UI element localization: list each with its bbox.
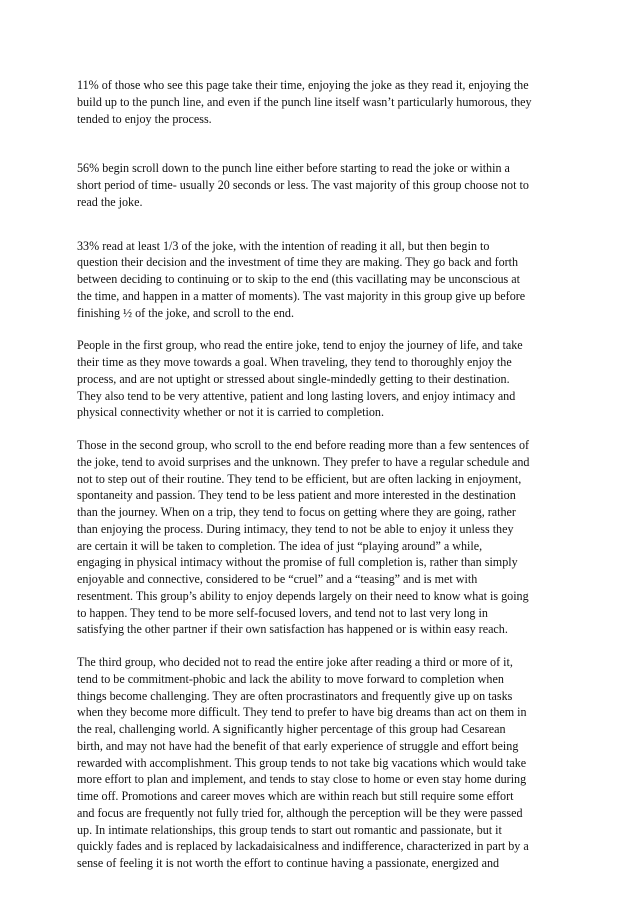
text-line: not to step out of their routine. They tend to be efficient, but are often lacking in enjoyment,	[77, 471, 522, 486]
text-line: things become challenging. They are often procrastinators and frequently give up on tasks	[77, 688, 513, 703]
text-line: spontaneity and passion. They tend to be less patient and more interested in the destination	[77, 488, 516, 503]
text-line: more effort to plan and implement, and tends to stay close to home or even stay home during	[77, 772, 527, 787]
paragraph-spacer	[77, 638, 567, 654]
text-line: They also tend to be very attentive, patient and long lasting lovers, and enjoy intimacy and	[77, 388, 516, 403]
text-line: sense of feeling it is not worth the effort to continue having a passionate, energized and	[77, 856, 500, 870]
paragraph-third-group-description	[77, 654, 567, 872]
text-line: than the journey. When on a trip, they tend to focus on getting where they are going, rather	[77, 505, 516, 519]
text-line: the real, challenging world. A significantly higher percentage of this group had Cesarean	[77, 722, 506, 736]
paragraph-spacer	[77, 421, 567, 437]
text-line: between deciding to continuing or to skip to the end (this vacillating may be unconscious at	[77, 272, 521, 286]
text-line: build up to the punch line, and even if the punch line itself wasn’t particularly humorous, they	[77, 94, 532, 109]
paragraph-spacer	[77, 127, 567, 160]
text-line: than enjoying the process. During intimacy, they tend to not be able to enjoy it unless they	[77, 521, 514, 536]
text-line: read the joke.	[77, 194, 143, 209]
text-line: finishing ½ of the joke, and scroll to the end.	[77, 305, 294, 320]
text-line: People in the first group, who read the entire joke, tend to enjoy the journey of life, and take	[77, 338, 523, 353]
text-line: Those in the second group, who scroll to the end before reading more than a few sentences of	[77, 438, 530, 452]
text-line: the joke, tend to avoid surprises and the unknown. They prefer to have a regular schedule and	[77, 454, 530, 469]
text-line: quickly fades and is replaced by lackadaisicalness and indifference, characterized in part by a	[77, 839, 529, 854]
text-line: satisfying the other partner if their own satisfaction has happened or is within easy reach.	[77, 622, 508, 637]
text-line: physical connectivity whether or not it is carried to completion.	[77, 405, 384, 420]
text-line: tended to enjoy the process.	[77, 111, 212, 126]
text-line: 33% read at least 1/3 of the joke, with the intention of reading it all, but then begin to	[77, 238, 490, 253]
paragraph-spacer	[77, 321, 567, 337]
text-line: up. In intimate relationships, this group tends to start out romantic and passionate, but it	[77, 822, 502, 837]
text-line: to happen. They tend to be more self-focused lovers, and tend not to last very long in	[77, 605, 488, 620]
text-line: The third group, who decided not to read the entire joke after reading a third or more of it,	[77, 655, 513, 669]
text-line: engaging in physical intimacy without the promise of full completion is, rather than simply	[77, 555, 518, 570]
text-line: their time as they move towards a goal. When traveling, they tend to thoroughly enjoy the	[77, 355, 512, 369]
text-line: short period of time- usually 20 seconds or less. The vast majority of this group choose not to	[77, 178, 529, 192]
paragraph-first-group-description	[77, 337, 567, 421]
text-line: time off. Promotions and career moves which are within reach but still require some effort	[77, 789, 514, 803]
paragraph-second-group-description	[77, 437, 567, 638]
text-line: and focus are frequently not fully tried for, although the perception will be they were passed	[77, 805, 523, 820]
text-line: enjoyable and connective, considered to be “cruel” and a “teasing” and is met with	[77, 572, 478, 586]
text-line: resentment. This group’s ability to enjoy depends largely on their need to know what is going	[77, 588, 529, 603]
paragraph-spacer	[77, 211, 567, 238]
text-line: question their decision and the investment of time they are making. They go back and forth	[77, 255, 519, 270]
text-line: when they become more difficult. They tend to prefer to have big dreams than act on them in	[77, 705, 527, 720]
text-line: the time, and happen in a matter of moments). The vast majority in this group give up before	[77, 288, 526, 303]
document-body	[77, 77, 567, 872]
paragraph-group-one-stats	[77, 77, 567, 127]
text-line: 56% begin scroll down to the punch line either before starting to read the joke or within a	[77, 161, 510, 176]
paragraph-group-three-stats	[77, 238, 567, 322]
text-line: are certain it will be taken to completion. The idea of just “playing around” a while,	[77, 538, 483, 553]
paragraph-group-two-stats	[77, 160, 567, 210]
text-line: 11% of those who see this page take their time, enjoying the joke as they read it, enjoying the	[77, 78, 529, 92]
text-line: birth, and may not have had the benefit of that early experience of struggle and effort being	[77, 738, 519, 753]
text-line: rewarded with accomplishment. This group tends to not take big vacations which would take	[77, 755, 527, 770]
text-line: tend to be commitment-phobic and lack the ability to move forward to completion when	[77, 671, 504, 686]
text-line: process, and are not uptight or stressed about single-mindedly getting to their destination.	[77, 371, 510, 386]
